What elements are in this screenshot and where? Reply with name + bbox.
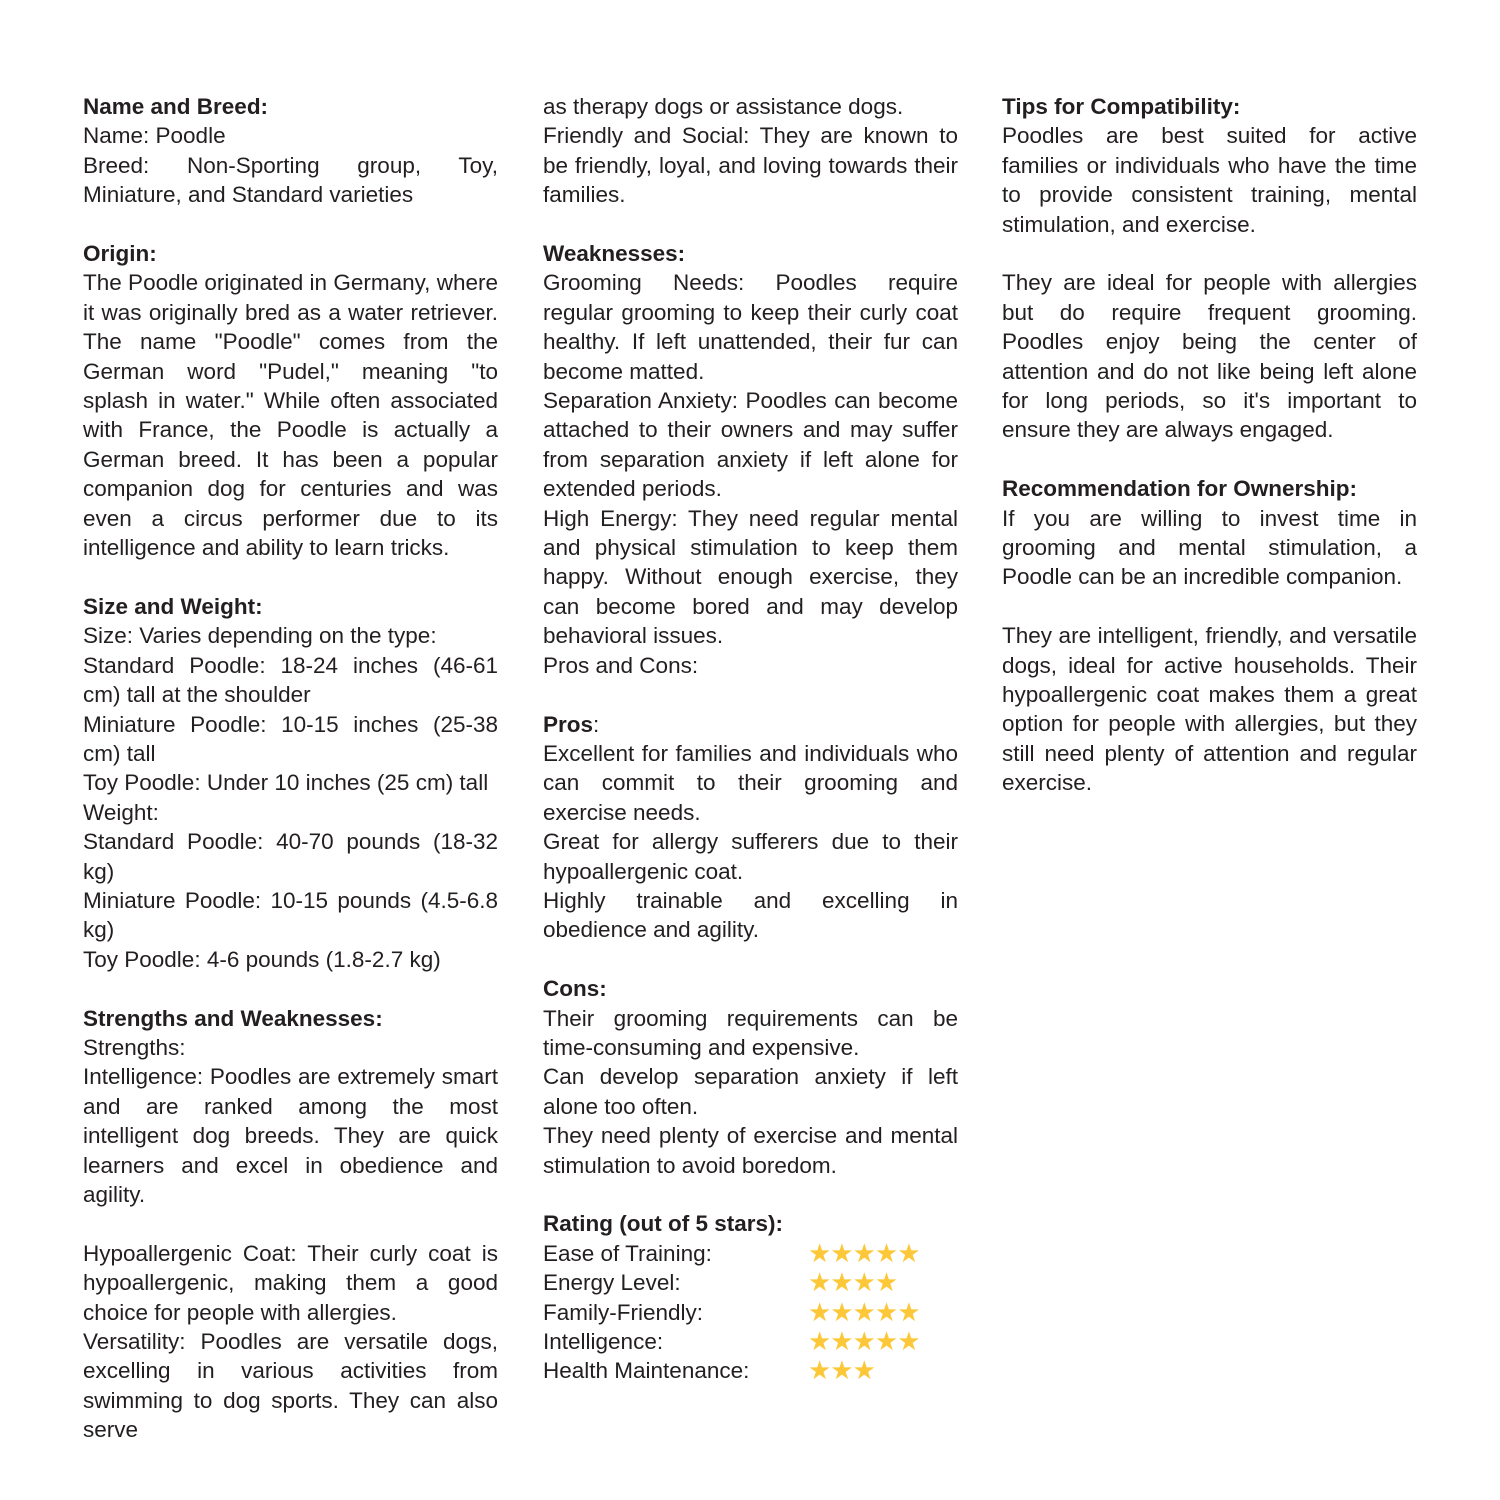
recommendation-paragraph: They are intelligent, friendly, and versatile dogs, ideal for active households. Their hypoallergenic coat makes them a great option for people with allergies, but they still need plenty of attention and regular exercise. bbox=[1002, 623, 1417, 796]
cons-item: Their grooming requirements can be time-consuming and expensive. bbox=[543, 1005, 958, 1060]
weight-line: Standard Poodle: 40-70 pounds (18-32 kg) bbox=[83, 829, 498, 884]
column-2 bbox=[543, 92, 958, 1386]
rating-row-ease-of-training bbox=[543, 1239, 958, 1268]
recommendation-heading: Recommendation for Ownership: bbox=[1002, 476, 1358, 502]
star-rating-icon: ★★★★★ bbox=[808, 1325, 920, 1356]
strength-item: Versatility: Poodles are versatile dogs, excelling in various activities from swimming to dog sports. They can also serve bbox=[83, 1329, 498, 1443]
pros-item: Great for allergy sufferers due to their hypoallergenic coat. bbox=[543, 829, 958, 884]
size-line: Miniature Poodle: 10-15 inches (25-38 cm) tall bbox=[83, 711, 498, 766]
rating-row-energy-level bbox=[543, 1268, 958, 1297]
size-weight-heading: Size and Weight: bbox=[83, 593, 263, 619]
weight-line: Toy Poodle: 4-6 pounds (1.8-2.7 kg) bbox=[83, 946, 441, 972]
strength-item: Hypoallergenic Coat: Their curly coat is hypoallergenic, making them a good choice for people with allergies. bbox=[83, 1240, 498, 1325]
rating-row-intelligence bbox=[543, 1327, 958, 1356]
rating-label: Ease of Training: bbox=[543, 1240, 712, 1266]
recommendation-paragraph: If you are willing to invest time in grooming and mental stimulation, a Poodle can be an incredible companion. bbox=[1002, 505, 1417, 590]
column-3 bbox=[1002, 92, 1417, 798]
rating-row-health-maintenance bbox=[543, 1356, 958, 1385]
rating-row-family-friendly bbox=[543, 1298, 958, 1327]
rating-label: Family-Friendly: bbox=[543, 1299, 704, 1325]
strength-item-continued: as therapy dogs or assistance dogs. bbox=[543, 94, 904, 119]
strengths-weaknesses-heading: Strengths and Weaknesses: bbox=[83, 1005, 383, 1031]
size-line: Size: Varies depending on the type: bbox=[83, 623, 437, 649]
cons-item: Can develop separation anxiety if left alone too often. bbox=[543, 1064, 958, 1119]
size-line: Standard Poodle: 18-24 inches (46-61 cm) tall at the shoulder bbox=[83, 652, 498, 708]
star-rating-icon: ★★★★★ bbox=[808, 1296, 920, 1327]
weakness-item: Grooming Needs: Poodles require regular grooming to keep their curly coat healthy. If left unattended, their fur can become matted. bbox=[543, 270, 958, 384]
rating-label: Health Maintenance: bbox=[543, 1358, 750, 1384]
star-rating-icon: ★★★ bbox=[808, 1355, 875, 1386]
pros-colon: : bbox=[593, 711, 600, 737]
cons-heading: Cons: bbox=[543, 976, 607, 1002]
origin-heading: Origin: bbox=[83, 241, 157, 267]
tips-paragraph: They are ideal for people with allergies but do require frequent grooming. Poodles enjoy being the center of attention and do not like being left alone for long periods, so it's important to ensure they are always engaged. bbox=[1002, 270, 1417, 443]
pros-heading-line bbox=[543, 710, 958, 739]
rating-label: Energy Level: bbox=[543, 1270, 681, 1296]
strengths-label: Strengths: bbox=[83, 1034, 186, 1060]
weight-line: Miniature Poodle: 10-15 pounds (4.5-6.8 kg) bbox=[83, 887, 498, 943]
pros-heading: Pros bbox=[543, 711, 594, 737]
star-rating-icon: ★★★★ bbox=[808, 1267, 898, 1298]
rating-label: Intelligence: bbox=[543, 1328, 664, 1354]
cons-item: They need plenty of exercise and mental stimulation to avoid boredom. bbox=[543, 1123, 958, 1178]
weakness-item: High Energy: They need regular mental and physical stimulation to keep them happy. Without enough exercise, they can become bored and may develop behavioral issues. bbox=[543, 505, 958, 649]
star-rating-icon: ★★★★★ bbox=[808, 1237, 920, 1268]
breed-line: Breed: Non-Sporting group, Toy, Miniature, and Standard varieties bbox=[83, 152, 498, 208]
origin-text: The Poodle originated in Germany, where it was originally bred as a water retriever. The name "Poodle" comes from the German word "Pudel," meaning "to splash in water." While often associated with France, the Poodle is actually a German breed. It has been a popular companion dog for centuries and was even a circus performer due to its intelligence and ability to learn tricks. bbox=[83, 270, 498, 561]
weight-line: Weight: bbox=[83, 799, 159, 825]
tips-paragraph: Poodles are best suited for active families or individuals who have the time to provide consistent training, mental stimulation, and exercise. bbox=[1002, 123, 1417, 237]
pros-item: Excellent for families and individuals who can commit to their grooming and exercise needs. bbox=[543, 740, 958, 825]
rating-heading: Rating (out of 5 stars): bbox=[543, 1211, 783, 1237]
pros-cons-label: Pros and Cons: bbox=[543, 652, 699, 678]
size-line: Toy Poodle: Under 10 inches (25 cm) tall bbox=[83, 770, 489, 796]
name-line: Name: Poodle bbox=[83, 123, 226, 149]
strength-item: Friendly and Social: They are known to be friendly, loyal, and loving towards their families. bbox=[543, 123, 958, 208]
strength-item: Intelligence: Poodles are extremely smart and are ranked among the most intelligent dog breeds. They are quick learners and excel in obedience and agility. bbox=[83, 1064, 498, 1207]
name-breed-heading: Name and Breed: bbox=[83, 94, 269, 119]
weaknesses-heading: Weaknesses: bbox=[543, 241, 686, 267]
weakness-item: Separation Anxiety: Poodles can become attached to their owners and may suffer from separation anxiety if left alone for extended periods. bbox=[543, 388, 958, 502]
tips-heading: Tips for Compatibility: bbox=[1002, 94, 1241, 119]
column-1 bbox=[83, 92, 498, 1445]
pros-item: Highly trainable and excelling in obedience and agility. bbox=[543, 887, 958, 943]
